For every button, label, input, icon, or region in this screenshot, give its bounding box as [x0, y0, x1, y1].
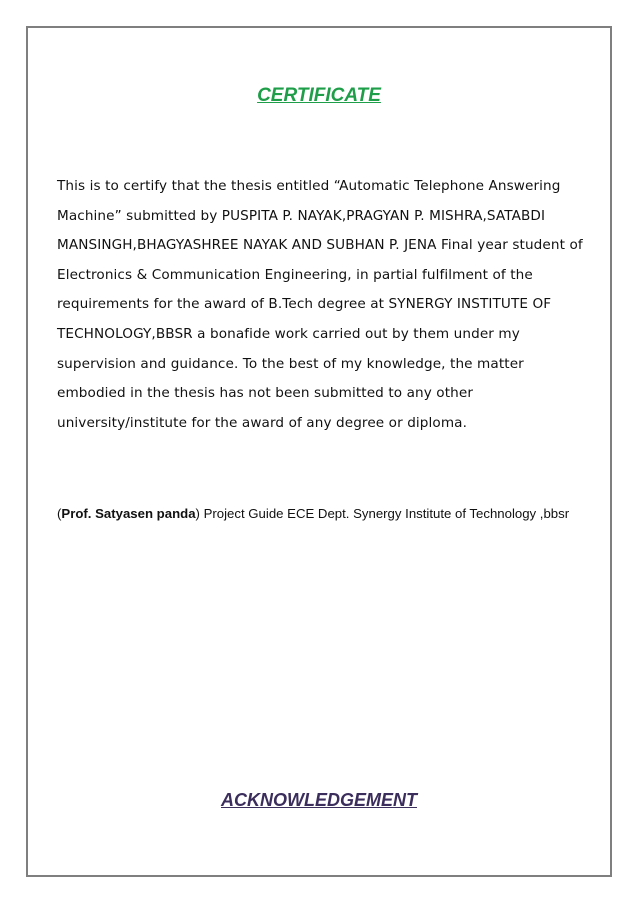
guide-open-paren: ( — [57, 506, 62, 521]
page-border — [26, 26, 612, 877]
acknowledgement-heading: ACKNOWLEDGEMENT — [221, 790, 417, 810]
guide-name: Prof. Satyasen panda — [61, 506, 196, 521]
certificate-heading: CERTIFICATE — [257, 85, 381, 106]
guide-designation: ) Project Guide ECE Dept. Synergy Institute of Technology ,bbsr — [195, 506, 570, 521]
certificate-body-text: This is to certify that the thesis entitled “Automatic Telephone Answering Machine” submitted by PUSPITA P. NAYAK,PRAGYAN P. MISHRA,SATABDI MANSINGH,BHAGYASHREE NAYAK AND SUBHAN P. JENA Final year student of Electronics & Communication Engineering, in partial fulfilment of the requirements for the award of B.Tech degree at SYNERGY INSTITUTE OF TECHNOLOGY,BBSR a bonafide work carried out by them under my supervision and guidance. To the best of my knowledge, the matter embodied in the thesis has not been submitted to any other university/institute for the award of any degree or diploma. — [57, 178, 583, 431]
project-guide-signature — [57, 503, 587, 525]
